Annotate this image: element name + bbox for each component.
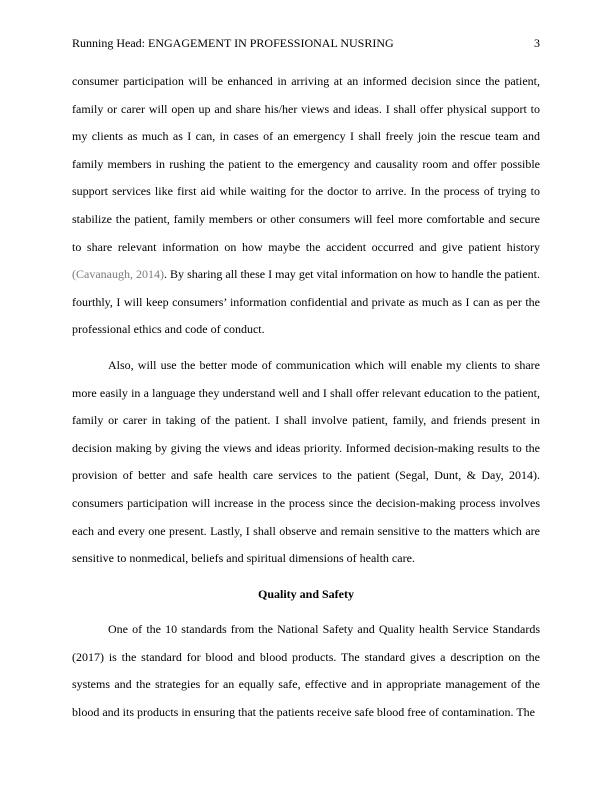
paragraph-1-text-b: . By sharing all these I may get vital information on how to handle the patient. fourthly, I will keep consumers’ information confidential and private as much as I can as per the professional ethics and code of conduct. (72, 267, 540, 337)
paragraph-3: One of the 10 standards from the National Safety and Quality health Service Standards (2017) is the standard for blood and blood products. The standard gives a description on the systems and the strategies for an equally safe, effective and in appropriate management of the blood and its products in ensuring that the patients receive safe blood free of contamination. The (72, 622, 540, 720)
paragraph-1 (72, 68, 540, 344)
running-head: Running Head: ENGAGEMENT IN PROFESSIONAL NUSRING (72, 36, 394, 50)
document-body (72, 68, 540, 727)
page-number: 3 (534, 36, 540, 50)
paragraph-1-text-a: consumer participation will be enhanced in arriving at an informed decision since the patient, family or carer will open up and share his/her views and ideas. I shall offer physical support to my clients as much as I can, in cases of an emergency I shall freely join the rescue team and family members in rushing the patient to the emergency and causality room and offer possible support services like first aid while waiting for the doctor to arrive. In the process of trying to stabilize the patient, family members or other consumers will feel more comfortable and secure to share relevant information on how maybe the accident occurred and give patient history (72, 74, 540, 254)
citation-cavanaugh: (Cavanaugh, 2014) (72, 267, 165, 282)
page-header (72, 36, 540, 50)
section-heading: Quality and Safety (257, 586, 354, 601)
paragraph-2: Also, will use the better mode of communication which will enable my clients to share more easily in a language they understand well and I shall offer relevant education to the patient, family or carer in taking of the patient. I shall involve patient, family, and friends present in decision making by giving the views and ideas priority. Informed decision-making results to the provision of better and safe health care services to the patient (Segal, Dunt, & Day, 2014). consumers participation will increase in the process since the decision-making process involves each and every one present. Lastly, I shall observe and remain sensitive to the matters which are sensitive to nonmedical, beliefs and spiritual dimensions of health care. (72, 357, 540, 566)
